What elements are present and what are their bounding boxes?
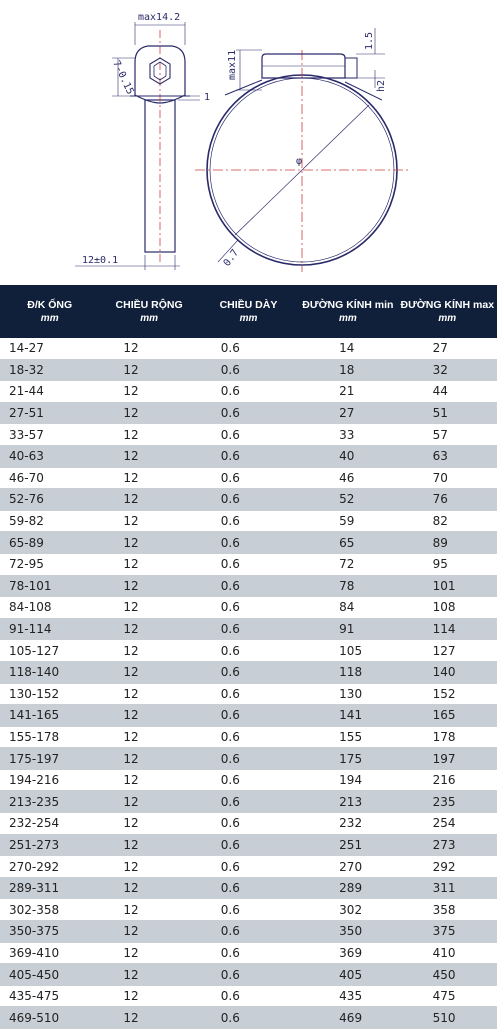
- cell-hose-size: 21-44: [0, 381, 99, 403]
- table-row: [0, 467, 497, 489]
- table-row: [0, 575, 497, 597]
- cell-diameter-max: 475: [398, 985, 497, 1007]
- cell-thickness: 0.6: [199, 726, 298, 748]
- cell-diameter-max: 89: [398, 532, 497, 554]
- technical-drawing: [0, 0, 497, 285]
- table-row: [0, 899, 497, 921]
- cell-diameter-min: 14: [298, 338, 397, 359]
- cell-hose-size: 194-216: [0, 769, 99, 791]
- cell-width: 12: [99, 877, 198, 899]
- table-row: [0, 445, 497, 467]
- cell-hose-size: 33-57: [0, 424, 99, 446]
- cell-thickness: 0.6: [199, 899, 298, 921]
- cell-hose-size: 91-114: [0, 618, 99, 640]
- cell-hose-size: 14-27: [0, 338, 99, 359]
- cell-diameter-max: 108: [398, 597, 497, 619]
- cell-hose-size: 435-475: [0, 985, 99, 1007]
- cell-width: 12: [99, 532, 198, 554]
- cell-hose-size: 175-197: [0, 748, 99, 770]
- table-row: [0, 424, 497, 446]
- clamp-drawing-svg: [0, 0, 497, 285]
- cell-diameter-max: 375: [398, 921, 497, 943]
- cell-diameter-min: 232: [298, 813, 397, 835]
- cell-diameter-min: 78: [298, 575, 397, 597]
- cell-diameter-min: 52: [298, 489, 397, 511]
- cell-diameter-min: 33: [298, 424, 397, 446]
- cell-width: 12: [99, 942, 198, 964]
- cell-thickness: 0.6: [199, 510, 298, 532]
- cell-diameter-min: 118: [298, 661, 397, 683]
- cell-diameter-min: 40: [298, 445, 397, 467]
- cell-hose-size: 369-410: [0, 942, 99, 964]
- table-row: [0, 359, 497, 381]
- cell-diameter-min: 65: [298, 532, 397, 554]
- dim-diameter: φ: [296, 156, 303, 167]
- cell-diameter-max: 95: [398, 553, 497, 575]
- cell-thickness: 0.6: [199, 640, 298, 662]
- cell-diameter-min: 27: [298, 402, 397, 424]
- cell-diameter-max: 358: [398, 899, 497, 921]
- cell-hose-size: 155-178: [0, 726, 99, 748]
- cell-diameter-max: 101: [398, 575, 497, 597]
- cell-hose-size: 84-108: [0, 597, 99, 619]
- cell-width: 12: [99, 748, 198, 770]
- cell-thickness: 0.6: [199, 467, 298, 489]
- cell-diameter-max: 114: [398, 618, 497, 640]
- cell-hose-size: 270-292: [0, 856, 99, 878]
- cell-width: 12: [99, 661, 198, 683]
- cell-thickness: 0.6: [199, 489, 298, 511]
- cell-thickness: 0.6: [199, 575, 298, 597]
- cell-thickness: 0.6: [199, 985, 298, 1007]
- cell-diameter-min: 175: [298, 748, 397, 770]
- cell-diameter-min: 213: [298, 791, 397, 813]
- cell-diameter-min: 350: [298, 921, 397, 943]
- cell-hose-size: 213-235: [0, 791, 99, 813]
- table-row: [0, 640, 497, 662]
- cell-width: 12: [99, 445, 198, 467]
- cell-diameter-max: 273: [398, 834, 497, 856]
- table-row: [0, 877, 497, 899]
- header-width: CHIỀU RỘNG mm: [99, 285, 198, 338]
- table-row: [0, 813, 497, 835]
- cell-diameter-min: 59: [298, 510, 397, 532]
- cell-diameter-max: 178: [398, 726, 497, 748]
- cell-width: 12: [99, 597, 198, 619]
- header-diameter-max: ĐƯỜNG KÍNH max mm: [398, 285, 497, 338]
- table-row: [0, 921, 497, 943]
- table-row: [0, 402, 497, 424]
- cell-thickness: 0.6: [199, 921, 298, 943]
- cell-hose-size: 52-76: [0, 489, 99, 511]
- cell-hose-size: 302-358: [0, 899, 99, 921]
- table-row: [0, 964, 497, 986]
- cell-hose-size: 251-273: [0, 834, 99, 856]
- cell-thickness: 0.6: [199, 661, 298, 683]
- table-row: [0, 381, 497, 403]
- cell-width: 12: [99, 705, 198, 727]
- table-row: [0, 748, 497, 770]
- cell-thickness: 0.6: [199, 791, 298, 813]
- table-row: [0, 834, 497, 856]
- table-row: [0, 489, 497, 511]
- table-row: [0, 618, 497, 640]
- cell-width: 12: [99, 856, 198, 878]
- cell-width: 12: [99, 640, 198, 662]
- cell-hose-size: 40-63: [0, 445, 99, 467]
- cell-width: 12: [99, 899, 198, 921]
- cell-hose-size: 78-101: [0, 575, 99, 597]
- cell-width: 12: [99, 467, 198, 489]
- cell-diameter-max: 51: [398, 402, 497, 424]
- cell-width: 12: [99, 921, 198, 943]
- cell-thickness: 0.6: [199, 942, 298, 964]
- table-row: [0, 769, 497, 791]
- dim-head-height: max11: [227, 49, 238, 80]
- table-row: [0, 597, 497, 619]
- cell-width: 12: [99, 683, 198, 705]
- cell-width: 12: [99, 964, 198, 986]
- cell-thickness: 0.6: [199, 877, 298, 899]
- cell-diameter-max: 63: [398, 445, 497, 467]
- cell-width: 12: [99, 985, 198, 1007]
- cell-thickness: 0.6: [199, 424, 298, 446]
- spec-table-body: [0, 338, 497, 1029]
- dim-max-width: max14.2: [138, 12, 181, 23]
- cell-diameter-min: 302: [298, 899, 397, 921]
- cell-hose-size: 289-311: [0, 877, 99, 899]
- cell-width: 12: [99, 338, 198, 359]
- table-row: [0, 705, 497, 727]
- cell-diameter-max: 292: [398, 856, 497, 878]
- cell-thickness: 0.6: [199, 553, 298, 575]
- cell-diameter-min: 21: [298, 381, 397, 403]
- cell-thickness: 0.6: [199, 834, 298, 856]
- cell-diameter-max: 450: [398, 964, 497, 986]
- cell-diameter-max: 510: [398, 1007, 497, 1029]
- cell-diameter-min: 369: [298, 942, 397, 964]
- cell-diameter-max: 152: [398, 683, 497, 705]
- cell-thickness: 0.6: [199, 532, 298, 554]
- cell-width: 12: [99, 510, 198, 532]
- cell-diameter-max: 165: [398, 705, 497, 727]
- cell-thickness: 0.6: [199, 705, 298, 727]
- cell-width: 12: [99, 553, 198, 575]
- cell-diameter-min: 251: [298, 834, 397, 856]
- cell-hose-size: 141-165: [0, 705, 99, 727]
- dim-top-gap: 1.5: [364, 31, 375, 50]
- cell-diameter-max: 44: [398, 381, 497, 403]
- side-view: [75, 22, 200, 270]
- table-row: [0, 532, 497, 554]
- cell-thickness: 0.6: [199, 597, 298, 619]
- cell-diameter-max: 254: [398, 813, 497, 835]
- cell-diameter-max: 27: [398, 338, 497, 359]
- cell-thickness: 0.6: [199, 813, 298, 835]
- cell-hose-size: 46-70: [0, 467, 99, 489]
- cell-diameter-min: 435: [298, 985, 397, 1007]
- cell-thickness: 0.6: [199, 618, 298, 640]
- cell-width: 12: [99, 834, 198, 856]
- spec-table-container: [0, 285, 497, 1029]
- cell-diameter-min: 105: [298, 640, 397, 662]
- cell-diameter-min: 72: [298, 553, 397, 575]
- dim-h2: h2: [376, 79, 387, 92]
- cell-hose-size: 72-95: [0, 553, 99, 575]
- cell-thickness: 0.6: [199, 964, 298, 986]
- table-row: [0, 791, 497, 813]
- cell-diameter-max: 235: [398, 791, 497, 813]
- cell-width: 12: [99, 424, 198, 446]
- cell-diameter-max: 311: [398, 877, 497, 899]
- cell-diameter-max: 57: [398, 424, 497, 446]
- dim-side-height: 7-0.15: [110, 58, 136, 97]
- cell-diameter-min: 155: [298, 726, 397, 748]
- cell-diameter-max: 140: [398, 661, 497, 683]
- cell-diameter-max: 70: [398, 467, 497, 489]
- cell-hose-size: 59-82: [0, 510, 99, 532]
- cell-width: 12: [99, 402, 198, 424]
- cell-thickness: 0.6: [199, 683, 298, 705]
- table-row: [0, 1007, 497, 1029]
- cell-hose-size: 65-89: [0, 532, 99, 554]
- cell-hose-size: 469-510: [0, 1007, 99, 1029]
- table-row: [0, 553, 497, 575]
- cell-hose-size: 105-127: [0, 640, 99, 662]
- cell-thickness: 0.6: [199, 338, 298, 359]
- header-hose-size: Đ/K ỐNG mm: [0, 285, 99, 338]
- cell-hose-size: 18-32: [0, 359, 99, 381]
- cell-diameter-max: 197: [398, 748, 497, 770]
- cell-thickness: 0.6: [199, 856, 298, 878]
- dim-band-thickness: 1: [204, 92, 211, 103]
- cell-diameter-min: 469: [298, 1007, 397, 1029]
- cell-width: 12: [99, 359, 198, 381]
- cell-diameter-min: 405: [298, 964, 397, 986]
- cell-width: 12: [99, 813, 198, 835]
- cell-diameter-max: 82: [398, 510, 497, 532]
- cell-thickness: 0.6: [199, 748, 298, 770]
- spec-table-header: [0, 285, 497, 338]
- cell-diameter-max: 32: [398, 359, 497, 381]
- cell-thickness: 0.6: [199, 1007, 298, 1029]
- cell-diameter-min: 84: [298, 597, 397, 619]
- spec-table: [0, 285, 497, 1029]
- cell-hose-size: 130-152: [0, 683, 99, 705]
- header-diameter-min: ĐƯỜNG KÍNH min mm: [298, 285, 397, 338]
- cell-diameter-min: 141: [298, 705, 397, 727]
- table-row: [0, 338, 497, 359]
- cell-hose-size: 232-254: [0, 813, 99, 835]
- cell-hose-size: 405-450: [0, 964, 99, 986]
- cell-width: 12: [99, 769, 198, 791]
- dim-band-width: 12±0.1: [82, 255, 119, 266]
- cell-diameter-min: 289: [298, 877, 397, 899]
- cell-diameter-min: 270: [298, 856, 397, 878]
- table-row: [0, 856, 497, 878]
- header-thickness: CHIỀU DÀY mm: [199, 285, 298, 338]
- table-row: [0, 683, 497, 705]
- cell-thickness: 0.6: [199, 445, 298, 467]
- cell-hose-size: 350-375: [0, 921, 99, 943]
- cell-diameter-min: 46: [298, 467, 397, 489]
- cell-diameter-max: 76: [398, 489, 497, 511]
- table-row: [0, 985, 497, 1007]
- cell-hose-size: 118-140: [0, 661, 99, 683]
- cell-thickness: 0.6: [199, 402, 298, 424]
- cell-width: 12: [99, 489, 198, 511]
- cell-thickness: 0.6: [199, 359, 298, 381]
- cell-width: 12: [99, 575, 198, 597]
- cell-diameter-min: 18: [298, 359, 397, 381]
- cell-thickness: 0.6: [199, 769, 298, 791]
- cell-width: 12: [99, 381, 198, 403]
- dim-thickness: 0.7: [221, 247, 242, 269]
- cell-diameter-min: 130: [298, 683, 397, 705]
- cell-diameter-max: 410: [398, 942, 497, 964]
- table-row: [0, 942, 497, 964]
- cell-width: 12: [99, 791, 198, 813]
- cell-hose-size: 27-51: [0, 402, 99, 424]
- cell-diameter-min: 194: [298, 769, 397, 791]
- cell-thickness: 0.6: [199, 381, 298, 403]
- table-row: [0, 726, 497, 748]
- table-row: [0, 510, 497, 532]
- cell-width: 12: [99, 618, 198, 640]
- cell-diameter-max: 127: [398, 640, 497, 662]
- table-row: [0, 661, 497, 683]
- cell-width: 12: [99, 726, 198, 748]
- cell-diameter-min: 91: [298, 618, 397, 640]
- cell-diameter-max: 216: [398, 769, 497, 791]
- cell-width: 12: [99, 1007, 198, 1029]
